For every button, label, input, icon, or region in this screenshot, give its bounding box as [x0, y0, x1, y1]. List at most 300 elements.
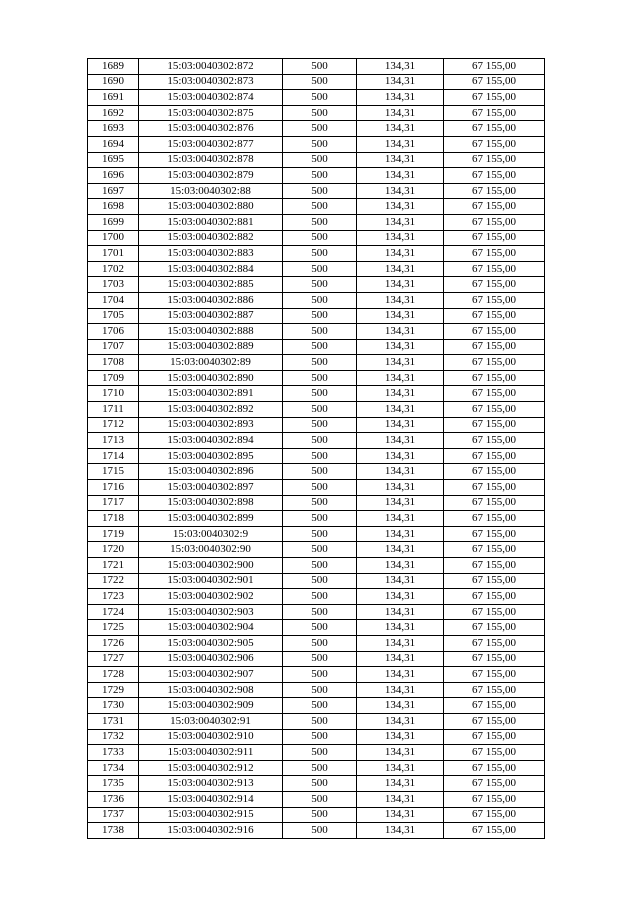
cadastral-number-cell: 15:03:0040302:91 — [139, 713, 283, 729]
rate-cell: 134,31 — [357, 261, 444, 277]
cost-cell: 67 155,00 — [444, 620, 545, 636]
area-cell: 500 — [283, 760, 357, 776]
rate-cell: 134,31 — [357, 121, 444, 137]
cost-cell: 67 155,00 — [444, 183, 545, 199]
area-cell: 500 — [283, 230, 357, 246]
cost-cell: 67 155,00 — [444, 635, 545, 651]
row-number-cell: 1695 — [88, 152, 139, 168]
rate-cell: 134,31 — [357, 168, 444, 184]
rate-cell: 134,31 — [357, 511, 444, 527]
cadastral-number-cell: 15:03:0040302:905 — [139, 635, 283, 651]
row-number-cell: 1709 — [88, 370, 139, 386]
rate-cell: 134,31 — [357, 74, 444, 90]
area-cell: 500 — [283, 199, 357, 215]
cost-cell: 67 155,00 — [444, 791, 545, 807]
row-number-cell: 1716 — [88, 480, 139, 496]
area-cell: 500 — [283, 136, 357, 152]
row-number-cell: 1731 — [88, 713, 139, 729]
cadastral-number-cell: 15:03:0040302:908 — [139, 682, 283, 698]
row-number-cell: 1691 — [88, 90, 139, 106]
cadastral-number-cell: 15:03:0040302:89 — [139, 355, 283, 371]
rate-cell: 134,31 — [357, 90, 444, 106]
table-row — [88, 698, 545, 714]
table-row — [88, 324, 545, 340]
row-number-cell: 1697 — [88, 183, 139, 199]
cost-cell: 67 155,00 — [444, 214, 545, 230]
table-row — [88, 402, 545, 418]
area-cell: 500 — [283, 526, 357, 542]
row-number-cell: 1703 — [88, 277, 139, 293]
cost-cell: 67 155,00 — [444, 355, 545, 371]
area-cell: 500 — [283, 495, 357, 511]
area-cell: 500 — [283, 791, 357, 807]
row-number-cell: 1707 — [88, 339, 139, 355]
row-number-cell: 1694 — [88, 136, 139, 152]
cadastral-number-cell: 15:03:0040302:883 — [139, 246, 283, 262]
area-cell: 500 — [283, 698, 357, 714]
cadastral-number-cell: 15:03:0040302:888 — [139, 324, 283, 340]
area-cell: 500 — [283, 105, 357, 121]
row-number-cell: 1727 — [88, 651, 139, 667]
area-cell: 500 — [283, 464, 357, 480]
cost-cell: 67 155,00 — [444, 511, 545, 527]
cost-cell: 67 155,00 — [444, 729, 545, 745]
rate-cell: 134,31 — [357, 729, 444, 745]
area-cell: 500 — [283, 682, 357, 698]
row-number-cell: 1711 — [88, 402, 139, 418]
table-row — [88, 651, 545, 667]
row-number-cell: 1715 — [88, 464, 139, 480]
rate-cell: 134,31 — [357, 448, 444, 464]
table-row — [88, 417, 545, 433]
table-row — [88, 480, 545, 496]
table-row — [88, 370, 545, 386]
area-cell: 500 — [283, 386, 357, 402]
row-number-cell: 1701 — [88, 246, 139, 262]
cost-cell: 67 155,00 — [444, 136, 545, 152]
table-body — [88, 59, 545, 839]
cadastral-number-cell: 15:03:0040302:912 — [139, 760, 283, 776]
area-cell: 500 — [283, 713, 357, 729]
rate-cell: 134,31 — [357, 791, 444, 807]
table-row — [88, 433, 545, 449]
area-cell: 500 — [283, 448, 357, 464]
row-number-cell: 1718 — [88, 511, 139, 527]
cadastral-number-cell: 15:03:0040302:899 — [139, 511, 283, 527]
table-row — [88, 760, 545, 776]
rate-cell: 134,31 — [357, 713, 444, 729]
cadastral-number-cell: 15:03:0040302:911 — [139, 745, 283, 761]
cost-cell: 67 155,00 — [444, 526, 545, 542]
row-number-cell: 1726 — [88, 635, 139, 651]
rate-cell: 134,31 — [357, 635, 444, 651]
table-row — [88, 682, 545, 698]
cadastral-number-cell: 15:03:0040302:900 — [139, 558, 283, 574]
cost-cell: 67 155,00 — [444, 480, 545, 496]
row-number-cell: 1714 — [88, 448, 139, 464]
cost-cell: 67 155,00 — [444, 339, 545, 355]
area-cell: 500 — [283, 183, 357, 199]
rate-cell: 134,31 — [357, 823, 444, 839]
row-number-cell: 1712 — [88, 417, 139, 433]
area-cell: 500 — [283, 214, 357, 230]
cadastral-number-cell: 15:03:0040302:874 — [139, 90, 283, 106]
cadastral-number-cell: 15:03:0040302:907 — [139, 667, 283, 683]
rate-cell: 134,31 — [357, 589, 444, 605]
rate-cell: 134,31 — [357, 433, 444, 449]
row-number-cell: 1728 — [88, 667, 139, 683]
table-row — [88, 59, 545, 75]
table-row — [88, 729, 545, 745]
rate-cell: 134,31 — [357, 807, 444, 823]
area-cell: 500 — [283, 355, 357, 371]
cadastral-number-cell: 15:03:0040302:914 — [139, 791, 283, 807]
rate-cell: 134,31 — [357, 573, 444, 589]
cost-cell: 67 155,00 — [444, 402, 545, 418]
row-number-cell: 1720 — [88, 542, 139, 558]
row-number-cell: 1698 — [88, 199, 139, 215]
cost-cell: 67 155,00 — [444, 121, 545, 137]
cadastral-number-cell: 15:03:0040302:875 — [139, 105, 283, 121]
area-cell: 500 — [283, 651, 357, 667]
row-number-cell: 1708 — [88, 355, 139, 371]
row-number-cell: 1699 — [88, 214, 139, 230]
table-row — [88, 199, 545, 215]
rate-cell: 134,31 — [357, 308, 444, 324]
area-cell: 500 — [283, 277, 357, 293]
cost-cell: 67 155,00 — [444, 760, 545, 776]
cadastral-number-cell: 15:03:0040302:895 — [139, 448, 283, 464]
cadastral-number-cell: 15:03:0040302:916 — [139, 823, 283, 839]
table-row — [88, 791, 545, 807]
cadastral-number-cell: 15:03:0040302:873 — [139, 74, 283, 90]
cost-cell: 67 155,00 — [444, 199, 545, 215]
area-cell: 500 — [283, 542, 357, 558]
row-number-cell: 1717 — [88, 495, 139, 511]
area-cell: 500 — [283, 308, 357, 324]
table-row — [88, 214, 545, 230]
cadastral-number-cell: 15:03:0040302:890 — [139, 370, 283, 386]
cost-cell: 67 155,00 — [444, 448, 545, 464]
rate-cell: 134,31 — [357, 277, 444, 293]
row-number-cell: 1732 — [88, 729, 139, 745]
rate-cell: 134,31 — [357, 339, 444, 355]
cadastral-number-cell: 15:03:0040302:887 — [139, 308, 283, 324]
table-row — [88, 745, 545, 761]
cadastral-number-cell: 15:03:0040302:906 — [139, 651, 283, 667]
table-row — [88, 90, 545, 106]
row-number-cell: 1733 — [88, 745, 139, 761]
rate-cell: 134,31 — [357, 324, 444, 340]
table-row — [88, 542, 545, 558]
row-number-cell: 1692 — [88, 105, 139, 121]
row-number-cell: 1713 — [88, 433, 139, 449]
row-number-cell: 1725 — [88, 620, 139, 636]
row-number-cell: 1719 — [88, 526, 139, 542]
cadastral-number-cell: 15:03:0040302:892 — [139, 402, 283, 418]
row-number-cell: 1738 — [88, 823, 139, 839]
cost-cell: 67 155,00 — [444, 604, 545, 620]
row-number-cell: 1734 — [88, 760, 139, 776]
row-number-cell: 1735 — [88, 776, 139, 792]
rate-cell: 134,31 — [357, 370, 444, 386]
area-cell: 500 — [283, 339, 357, 355]
cadastral-number-cell: 15:03:0040302:913 — [139, 776, 283, 792]
cost-cell: 67 155,00 — [444, 823, 545, 839]
cost-cell: 67 155,00 — [444, 495, 545, 511]
area-cell: 500 — [283, 635, 357, 651]
cost-cell: 67 155,00 — [444, 589, 545, 605]
table-row — [88, 495, 545, 511]
cadastral-number-cell: 15:03:0040302:915 — [139, 807, 283, 823]
area-cell: 500 — [283, 246, 357, 262]
cadastral-number-cell: 15:03:0040302:882 — [139, 230, 283, 246]
rate-cell: 134,31 — [357, 183, 444, 199]
table-row — [88, 823, 545, 839]
area-cell: 500 — [283, 433, 357, 449]
rate-cell: 134,31 — [357, 480, 444, 496]
cadastral-number-cell: 15:03:0040302:897 — [139, 480, 283, 496]
cost-cell: 67 155,00 — [444, 713, 545, 729]
table-row — [88, 511, 545, 527]
cost-cell: 67 155,00 — [444, 464, 545, 480]
row-number-cell: 1723 — [88, 589, 139, 605]
table-row — [88, 667, 545, 683]
table-row — [88, 168, 545, 184]
cost-cell: 67 155,00 — [444, 386, 545, 402]
area-cell: 500 — [283, 121, 357, 137]
area-cell: 500 — [283, 480, 357, 496]
area-cell: 500 — [283, 324, 357, 340]
table-row — [88, 339, 545, 355]
table-row — [88, 277, 545, 293]
rate-cell: 134,31 — [357, 526, 444, 542]
rate-cell: 134,31 — [357, 464, 444, 480]
row-number-cell: 1722 — [88, 573, 139, 589]
cost-cell: 67 155,00 — [444, 74, 545, 90]
table-row — [88, 448, 545, 464]
row-number-cell: 1736 — [88, 791, 139, 807]
table-row — [88, 121, 545, 137]
cadastral-number-cell: 15:03:0040302:904 — [139, 620, 283, 636]
cost-cell: 67 155,00 — [444, 292, 545, 308]
area-cell: 500 — [283, 168, 357, 184]
cadastral-number-cell: 15:03:0040302:898 — [139, 495, 283, 511]
cost-cell: 67 155,00 — [444, 152, 545, 168]
row-number-cell: 1710 — [88, 386, 139, 402]
rate-cell: 134,31 — [357, 386, 444, 402]
rate-cell: 134,31 — [357, 776, 444, 792]
cost-cell: 67 155,00 — [444, 168, 545, 184]
row-number-cell: 1696 — [88, 168, 139, 184]
table-row — [88, 105, 545, 121]
cadastral-number-cell: 15:03:0040302:9 — [139, 526, 283, 542]
table-row — [88, 386, 545, 402]
cost-cell: 67 155,00 — [444, 230, 545, 246]
area-cell: 500 — [283, 152, 357, 168]
cost-cell: 67 155,00 — [444, 246, 545, 262]
rate-cell: 134,31 — [357, 105, 444, 121]
row-number-cell: 1705 — [88, 308, 139, 324]
area-cell: 500 — [283, 261, 357, 277]
area-cell: 500 — [283, 823, 357, 839]
area-cell: 500 — [283, 620, 357, 636]
area-cell: 500 — [283, 776, 357, 792]
row-number-cell: 1700 — [88, 230, 139, 246]
cost-cell: 67 155,00 — [444, 308, 545, 324]
area-cell: 500 — [283, 59, 357, 75]
cost-cell: 67 155,00 — [444, 667, 545, 683]
rate-cell: 134,31 — [357, 355, 444, 371]
row-number-cell: 1730 — [88, 698, 139, 714]
cost-cell: 67 155,00 — [444, 651, 545, 667]
cadastral-number-cell: 15:03:0040302:901 — [139, 573, 283, 589]
cadastral-number-cell: 15:03:0040302:891 — [139, 386, 283, 402]
cost-cell: 67 155,00 — [444, 105, 545, 121]
cadastral-number-cell: 15:03:0040302:903 — [139, 604, 283, 620]
cost-cell: 67 155,00 — [444, 433, 545, 449]
cadastral-number-cell: 15:03:0040302:876 — [139, 121, 283, 137]
cost-cell: 67 155,00 — [444, 745, 545, 761]
table-row — [88, 74, 545, 90]
cost-cell: 67 155,00 — [444, 682, 545, 698]
cadastral-number-cell: 15:03:0040302:884 — [139, 261, 283, 277]
cost-cell: 67 155,00 — [444, 324, 545, 340]
row-number-cell: 1737 — [88, 807, 139, 823]
table-row — [88, 246, 545, 262]
area-cell: 500 — [283, 807, 357, 823]
rate-cell: 134,31 — [357, 558, 444, 574]
area-cell: 500 — [283, 402, 357, 418]
cost-cell: 67 155,00 — [444, 558, 545, 574]
area-cell: 500 — [283, 745, 357, 761]
row-number-cell: 1706 — [88, 324, 139, 340]
cadastral-number-cell: 15:03:0040302:880 — [139, 199, 283, 215]
row-number-cell: 1690 — [88, 74, 139, 90]
row-number-cell: 1693 — [88, 121, 139, 137]
rate-cell: 134,31 — [357, 682, 444, 698]
rate-cell: 134,31 — [357, 651, 444, 667]
area-cell: 500 — [283, 558, 357, 574]
rate-cell: 134,31 — [357, 620, 444, 636]
cadastral-number-cell: 15:03:0040302:872 — [139, 59, 283, 75]
area-cell: 500 — [283, 573, 357, 589]
rate-cell: 134,31 — [357, 417, 444, 433]
table-row — [88, 589, 545, 605]
row-number-cell: 1724 — [88, 604, 139, 620]
cadastral-number-cell: 15:03:0040302:902 — [139, 589, 283, 605]
rate-cell: 134,31 — [357, 292, 444, 308]
cost-cell: 67 155,00 — [444, 776, 545, 792]
table-row — [88, 558, 545, 574]
land-plots-table — [87, 58, 545, 839]
row-number-cell: 1721 — [88, 558, 139, 574]
rate-cell: 134,31 — [357, 495, 444, 511]
table-row — [88, 776, 545, 792]
cadastral-number-cell: 15:03:0040302:879 — [139, 168, 283, 184]
rate-cell: 134,31 — [357, 199, 444, 215]
cadastral-number-cell: 15:03:0040302:878 — [139, 152, 283, 168]
area-cell: 500 — [283, 417, 357, 433]
table-row — [88, 183, 545, 199]
cost-cell: 67 155,00 — [444, 698, 545, 714]
cadastral-number-cell: 15:03:0040302:910 — [139, 729, 283, 745]
table-row — [88, 604, 545, 620]
cost-cell: 67 155,00 — [444, 90, 545, 106]
cadastral-number-cell: 15:03:0040302:881 — [139, 214, 283, 230]
area-cell: 500 — [283, 74, 357, 90]
row-number-cell: 1702 — [88, 261, 139, 277]
cadastral-number-cell: 15:03:0040302:877 — [139, 136, 283, 152]
cost-cell: 67 155,00 — [444, 807, 545, 823]
cost-cell: 67 155,00 — [444, 370, 545, 386]
table-row — [88, 713, 545, 729]
table-row — [88, 292, 545, 308]
cadastral-number-cell: 15:03:0040302:88 — [139, 183, 283, 199]
cadastral-number-cell: 15:03:0040302:896 — [139, 464, 283, 480]
area-cell: 500 — [283, 511, 357, 527]
table-row — [88, 230, 545, 246]
area-cell: 500 — [283, 90, 357, 106]
cadastral-number-cell: 15:03:0040302:909 — [139, 698, 283, 714]
table-row — [88, 261, 545, 277]
cadastral-number-cell: 15:03:0040302:886 — [139, 292, 283, 308]
rate-cell: 134,31 — [357, 246, 444, 262]
row-number-cell: 1689 — [88, 59, 139, 75]
row-number-cell: 1729 — [88, 682, 139, 698]
rate-cell: 134,31 — [357, 136, 444, 152]
rate-cell: 134,31 — [357, 59, 444, 75]
table-row — [88, 136, 545, 152]
cost-cell: 67 155,00 — [444, 261, 545, 277]
table-row — [88, 464, 545, 480]
area-cell: 500 — [283, 370, 357, 386]
table-row — [88, 355, 545, 371]
cadastral-number-cell: 15:03:0040302:889 — [139, 339, 283, 355]
rate-cell: 134,31 — [357, 698, 444, 714]
table-row — [88, 308, 545, 324]
cost-cell: 67 155,00 — [444, 277, 545, 293]
table-row — [88, 526, 545, 542]
rate-cell: 134,31 — [357, 402, 444, 418]
cost-cell: 67 155,00 — [444, 59, 545, 75]
area-cell: 500 — [283, 667, 357, 683]
cadastral-number-cell: 15:03:0040302:893 — [139, 417, 283, 433]
cadastral-number-cell: 15:03:0040302:894 — [139, 433, 283, 449]
cadastral-number-cell: 15:03:0040302:90 — [139, 542, 283, 558]
cost-cell: 67 155,00 — [444, 573, 545, 589]
row-number-cell: 1704 — [88, 292, 139, 308]
area-cell: 500 — [283, 604, 357, 620]
table-row — [88, 152, 545, 168]
area-cell: 500 — [283, 589, 357, 605]
rate-cell: 134,31 — [357, 214, 444, 230]
table-row — [88, 573, 545, 589]
rate-cell: 134,31 — [357, 760, 444, 776]
table-row — [88, 620, 545, 636]
area-cell: 500 — [283, 729, 357, 745]
cost-cell: 67 155,00 — [444, 417, 545, 433]
rate-cell: 134,31 — [357, 745, 444, 761]
rate-cell: 134,31 — [357, 152, 444, 168]
cadastral-number-cell: 15:03:0040302:885 — [139, 277, 283, 293]
rate-cell: 134,31 — [357, 542, 444, 558]
cost-cell: 67 155,00 — [444, 542, 545, 558]
table-row — [88, 635, 545, 651]
area-cell: 500 — [283, 292, 357, 308]
rate-cell: 134,31 — [357, 667, 444, 683]
table-row — [88, 807, 545, 823]
